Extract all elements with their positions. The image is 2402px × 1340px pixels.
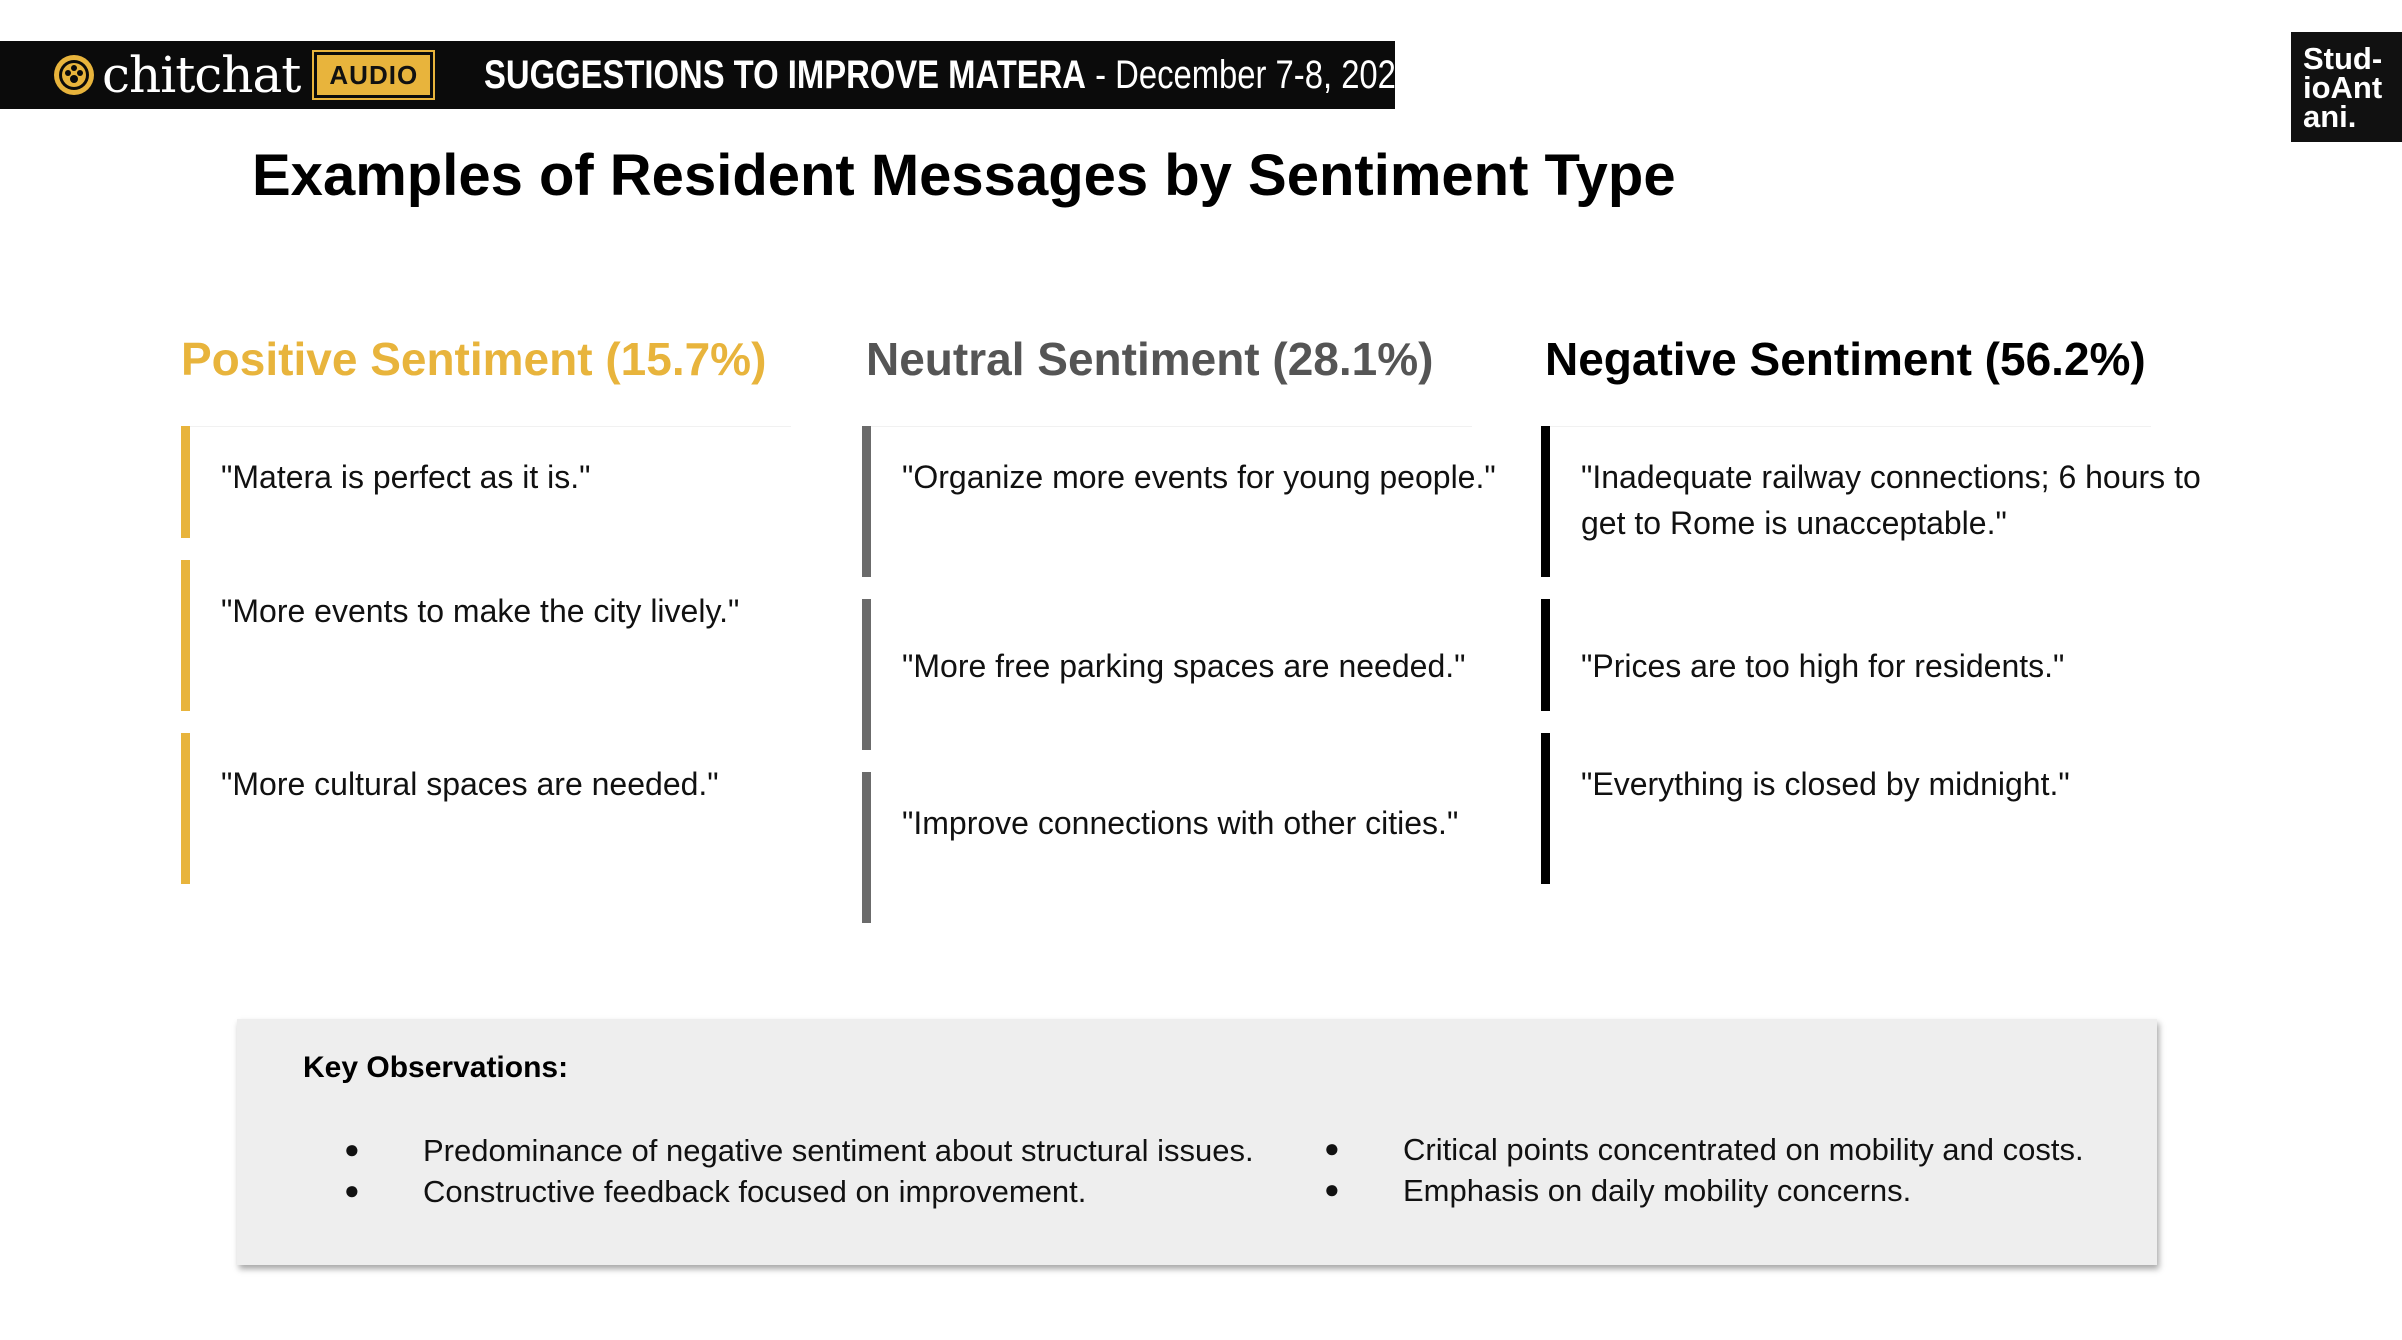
bullet-icon: ● — [344, 1175, 360, 1205]
chitchat-logo — [52, 41, 433, 109]
positive-quote-bar — [181, 426, 190, 538]
neutral-quote-bar — [862, 426, 871, 577]
bullet-icon: ● — [344, 1134, 360, 1164]
positive-quote-text: "More events to make the city lively." — [221, 593, 740, 629]
negative-quote-bar — [1541, 599, 1550, 711]
observation-item: Emphasis on daily mobility concerns. — [1403, 1173, 1912, 1208]
observation-item: Predominance of negative sentiment about structural issues. — [423, 1133, 1254, 1168]
positive-quote-text: "Matera is perfect as it is." — [221, 459, 591, 495]
negative-quote-text: "Inadequate railway connections; 6 hours to get to Rome is unacceptable." — [1581, 459, 2201, 541]
studio-logo-line: Stud- — [2303, 41, 2383, 76]
neutral-quote-text: "Organize more events for young people." — [902, 459, 1496, 495]
header-bar — [0, 41, 1415, 109]
negative-quote — [1541, 426, 2201, 577]
neutral-quote-bar — [862, 599, 871, 750]
audio-badge: AUDIO — [314, 52, 433, 98]
key-observations-title: Key Observations: — [303, 1051, 569, 1084]
negative-quote-text: "Prices are too high for residents." — [1581, 648, 2065, 684]
studio-logo-line: ani. — [2303, 99, 2357, 134]
positive-quote — [181, 560, 821, 711]
bullet-icon: ● — [1324, 1133, 1340, 1163]
positive-quote-bar — [181, 560, 190, 711]
header-title-main: SUGGESTIONS TO IMPROVE MATERA — [484, 53, 1086, 97]
page-title: Examples of Resident Messages by Sentiment Type — [252, 143, 1676, 208]
bullet-icon: ● — [1324, 1174, 1340, 1204]
header-title-date: - December 7-8, 2024 — [1085, 53, 1415, 97]
negative-heading: Negative Sentiment (56.2%) — [1545, 333, 2146, 385]
neutral-quote — [862, 426, 1522, 577]
studio-logo-line: ioAnt — [2303, 70, 2383, 105]
positive-quote-bar — [181, 733, 190, 884]
neutral-quote-bar — [862, 772, 871, 923]
negative-quote-bar — [1541, 426, 1550, 577]
observation-item: Critical points concentrated on mobility and costs. — [1403, 1132, 2084, 1167]
key-observations-box — [237, 1019, 2157, 1265]
neutral-quote — [862, 772, 1522, 923]
neutral-heading: Neutral Sentiment (28.1%) — [866, 333, 1434, 385]
positive-quote-text: "More cultural spaces are needed." — [221, 766, 719, 802]
neutral-quote-text: "Improve connections with other cities." — [902, 805, 1459, 841]
chitchat-logo-icon — [52, 53, 96, 97]
studio-logo — [2291, 32, 2402, 142]
negative-quote — [1541, 599, 2201, 711]
neutral-quote — [862, 599, 1522, 750]
positive-quote — [181, 733, 821, 884]
header-title — [484, 41, 1414, 109]
positive-heading: Positive Sentiment (15.7%) — [181, 333, 767, 385]
brand-name: chitchat — [102, 46, 301, 104]
positive-quote — [181, 426, 821, 538]
negative-quote — [1541, 733, 2201, 884]
neutral-quote-text: "More free parking spaces are needed." — [902, 648, 1466, 684]
observation-item: Constructive feedback focused on improvement. — [423, 1174, 1087, 1209]
negative-quote-text: "Everything is closed by midnight." — [1581, 766, 2070, 802]
negative-quote-bar — [1541, 733, 1550, 884]
